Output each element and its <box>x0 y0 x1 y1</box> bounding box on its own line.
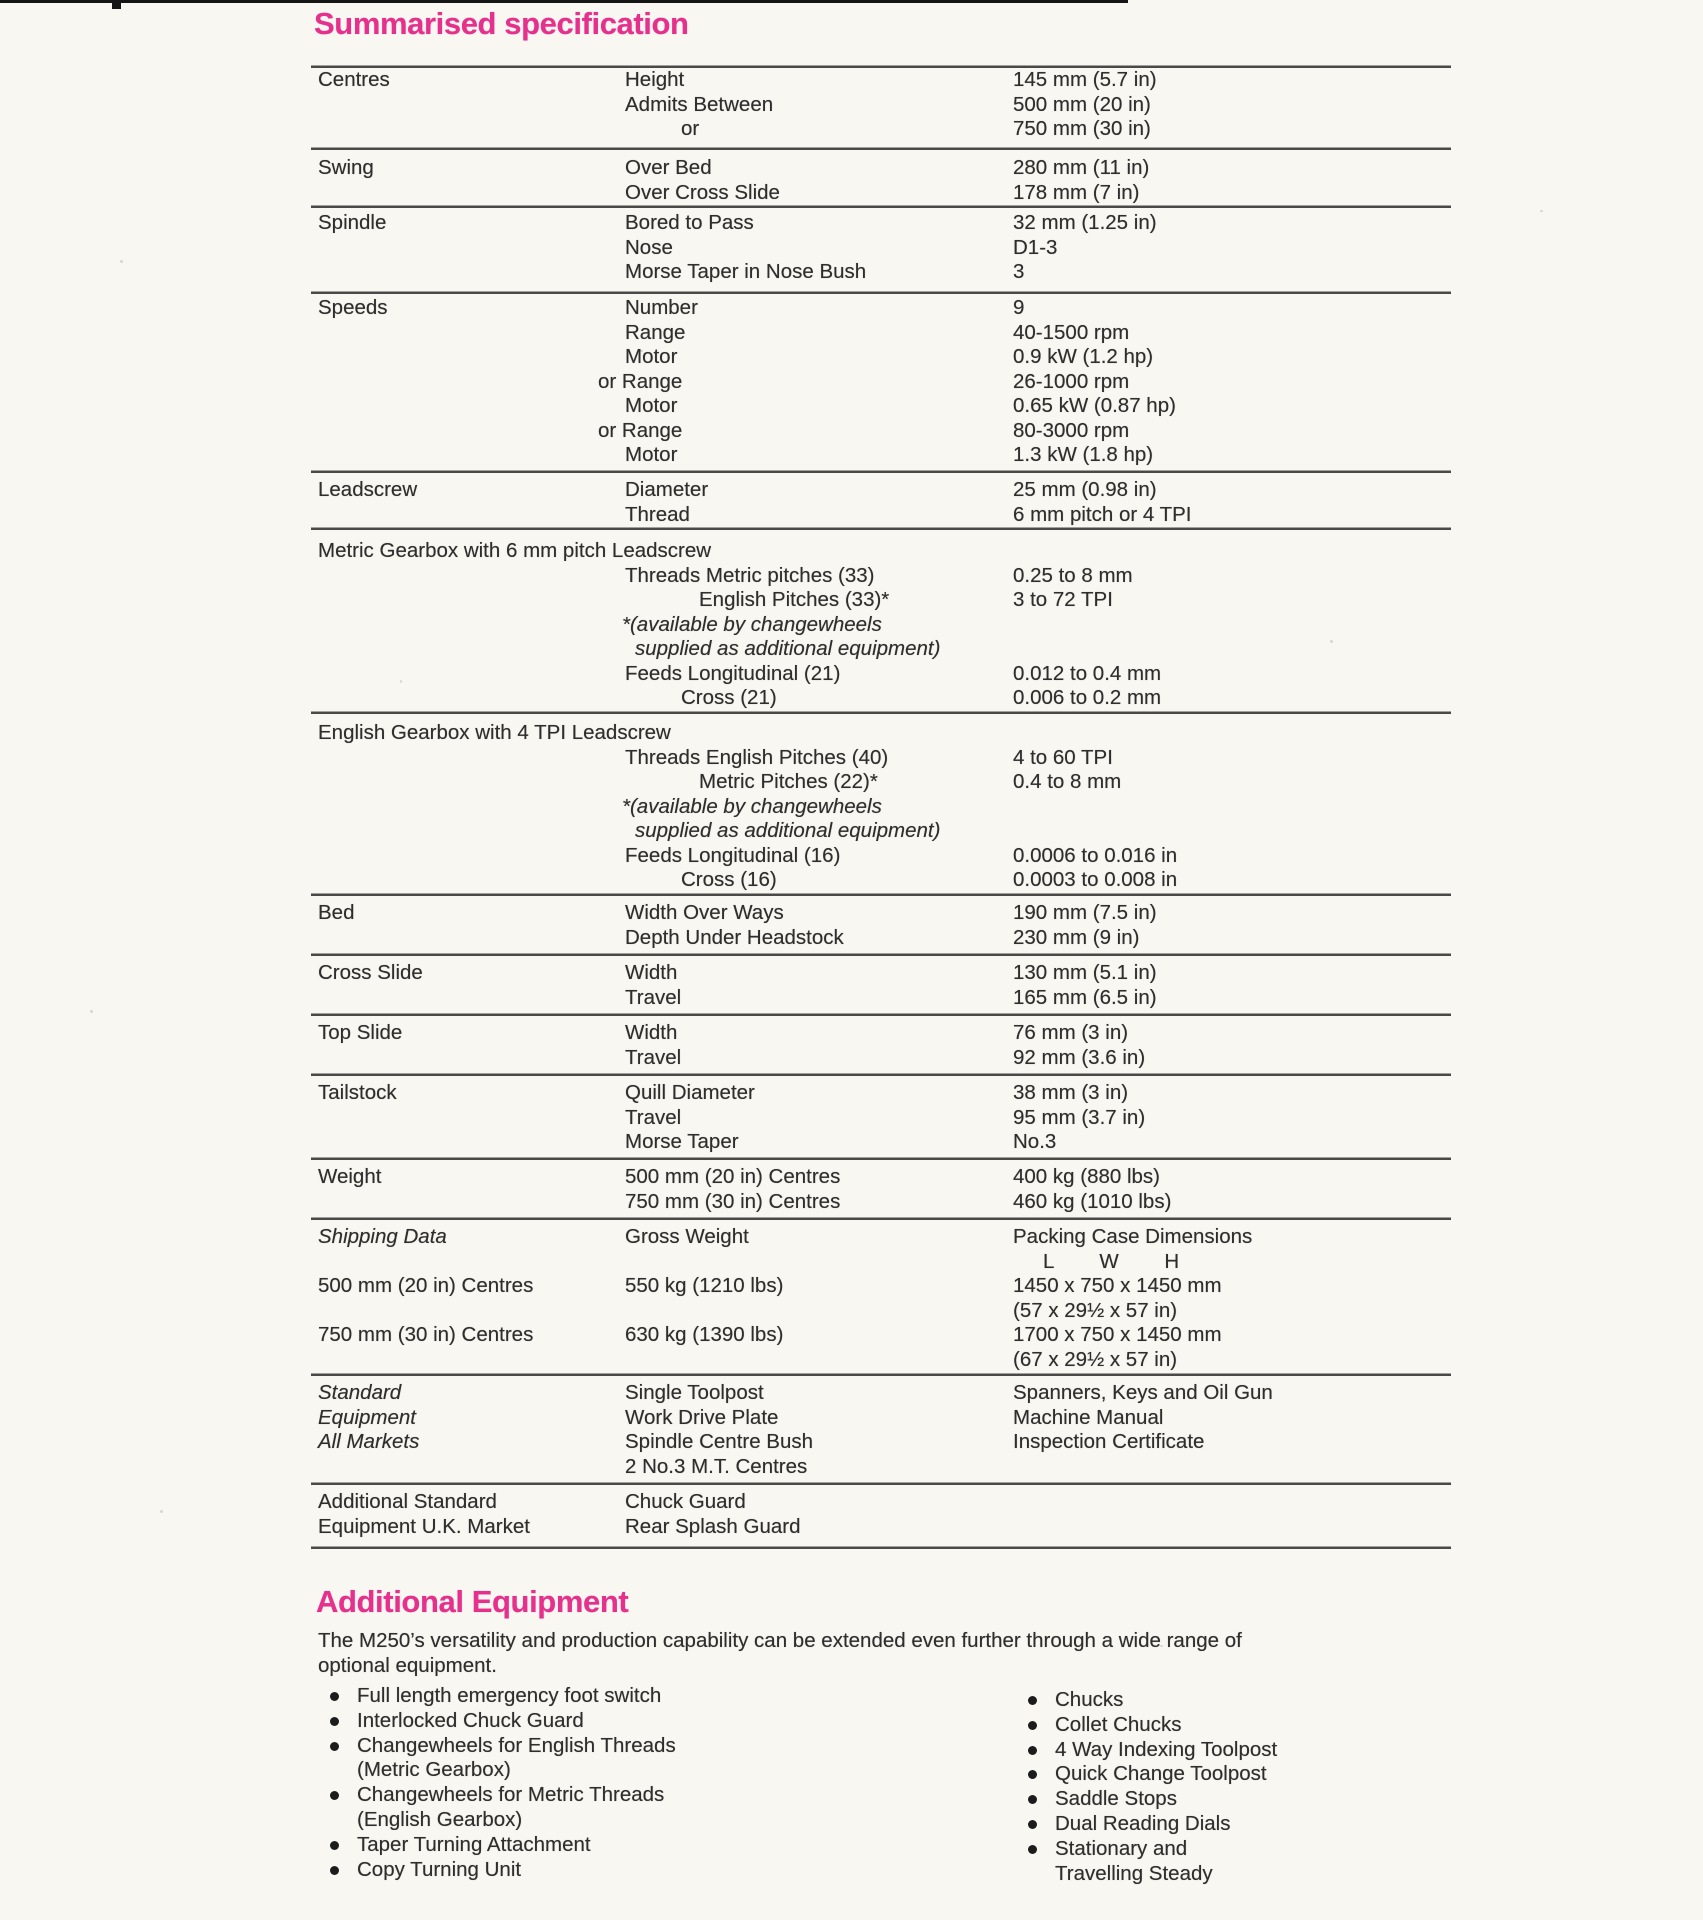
list-item-lines <box>1055 1787 1508 1812</box>
spec-col-c2 <box>625 478 1011 527</box>
spec-label-line: All Markets <box>318 1430 420 1453</box>
list-item <box>1028 1762 1508 1787</box>
spec-value-line: 400 kg (880 lbs) <box>1013 1165 1161 1188</box>
spec-item-line: Feeds Longitudinal (16) <box>625 843 841 867</box>
spec-item-line: Width <box>625 961 678 984</box>
spec-value-line: 0.0003 to 0.008 in <box>1013 868 1178 891</box>
list-item <box>330 1709 950 1734</box>
spec-value-line: 0.25 to 8 mm <box>1013 563 1133 587</box>
spec-value-line <box>1013 795 1451 820</box>
spec-col-c3 <box>1013 1081 1451 1155</box>
spec-col-c3 <box>1013 478 1451 527</box>
spec-section-label: English Gearbox with 4 TPI Leadscrew <box>318 721 671 744</box>
list-item-line: Full length emergency foot switch <box>357 1684 662 1707</box>
spec-value-line: No.3 <box>1013 1130 1057 1153</box>
spec-value-line <box>1013 613 1451 638</box>
spec-col-c3 <box>1013 156 1451 205</box>
spec-value-line: 9 <box>1013 296 1025 319</box>
spec-value-line: Inspection Certificate <box>1013 1430 1205 1453</box>
spec-col-c3 <box>1013 1021 1451 1070</box>
spec-col-c3 <box>1013 211 1451 285</box>
spec-value-line: (57 x 29½ x 57 in) <box>1013 1298 1178 1322</box>
list-item-line: Taper Turning Attachment <box>357 1832 591 1856</box>
spec-label-line: 750 mm (30 in) Centres <box>318 1323 534 1346</box>
table-rule <box>311 893 1451 896</box>
spec-col-c2 <box>622 563 1011 711</box>
spec-value-line: 0.4 to 8 mm <box>1013 770 1122 793</box>
list-item <box>330 1783 950 1833</box>
spec-item-line: Quill Diameter <box>625 1081 755 1104</box>
spec-col-label <box>318 1381 618 1455</box>
table-rule <box>311 291 1451 294</box>
list-item-line: Saddle Stops <box>1055 1787 1177 1811</box>
spec-col-c2 <box>622 745 1011 893</box>
list-item-line: Quick Change Toolpost <box>1055 1762 1267 1786</box>
intro-line: optional equipment. <box>318 1653 497 1677</box>
spec-label-line: 500 mm (20 in) Centres <box>318 1274 534 1297</box>
spec-value-line: L W H <box>1043 1249 1180 1273</box>
spec-col-label <box>318 1490 618 1539</box>
spec-value-line <box>1013 819 1451 844</box>
spec-value-line: 165 mm (6.5 in) <box>1013 985 1157 1009</box>
spec-item-line: Motor <box>625 345 678 368</box>
list-item-line: Travelling Steady <box>1055 1861 1213 1885</box>
spec-value-line: 0.9 kW (1.2 hp) <box>1013 345 1154 368</box>
spec-item-line <box>625 1299 1011 1324</box>
table-rule <box>311 1546 1451 1549</box>
list-item-line: (Metric Gearbox) <box>357 1758 511 1782</box>
spec-label-line: Weight <box>318 1165 382 1188</box>
spec-value-line: 0.006 to 0.2 mm <box>1013 686 1162 709</box>
spec-col-label <box>318 68 618 93</box>
spec-item-line: Gross Weight <box>625 1225 749 1248</box>
spec-col-label <box>318 296 618 321</box>
list-item <box>1028 1787 1508 1812</box>
additional-equipment-list-right <box>1028 1688 1508 1886</box>
list-item-lines <box>357 1858 950 1883</box>
spec-item-line: English Pitches (33)* <box>699 588 890 611</box>
spec-item-line: *(available by changewheels <box>622 794 882 818</box>
spec-item-line: 630 kg (1390 lbs) <box>625 1323 784 1346</box>
spec-value-line: 40-1500 rpm <box>1013 320 1130 344</box>
spec-label-line: Swing <box>318 156 374 179</box>
spec-item-line: Cross (21) <box>681 686 777 709</box>
additional-equipment-list-left <box>330 1684 950 1882</box>
table-rule <box>311 711 1451 714</box>
list-item-lines <box>1055 1762 1508 1787</box>
spec-col-label <box>318 211 618 236</box>
spec-label-line: Speeds <box>318 296 388 319</box>
spec-label-line <box>318 1348 618 1373</box>
bullet-icon <box>1028 1746 1037 1755</box>
bullet-icon <box>330 1692 339 1701</box>
spec-col-label <box>318 478 618 503</box>
intro-line: The M250’s versatility and production capability can be extended even further through a wide range of <box>318 1629 1242 1652</box>
spec-item-line: Metric Pitches (22)* <box>699 770 878 793</box>
spec-col-c2 <box>625 1081 1011 1155</box>
table-rule <box>311 1217 1451 1220</box>
spec-value-line: 76 mm (3 in) <box>1013 1021 1129 1044</box>
spec-value-line: 6 mm pitch or 4 TPI <box>1013 502 1192 526</box>
spec-item-line: or Range <box>598 418 683 442</box>
spec-label-line <box>318 1250 618 1275</box>
spec-col-c2 <box>625 211 1011 285</box>
spec-item-line: Morse Taper <box>625 1130 739 1153</box>
bullet-icon <box>1028 1845 1037 1854</box>
list-item-lines <box>1055 1738 1508 1763</box>
spec-item-line: *(available by changewheels <box>622 612 882 636</box>
list-item-lines <box>1055 1713 1508 1738</box>
list-item <box>1028 1837 1508 1887</box>
spec-item-line: Threads English Pitches (40) <box>625 745 889 769</box>
bullet-icon <box>1028 1721 1037 1730</box>
spec-col-c2 <box>625 68 1011 142</box>
spec-item-line: or Range <box>598 369 683 393</box>
list-item-line: Copy Turning Unit <box>357 1857 522 1881</box>
bullet-icon <box>330 1717 339 1726</box>
spec-value-line: Packing Case Dimensions <box>1013 1225 1253 1248</box>
spec-item-line: Single Toolpost <box>625 1381 764 1404</box>
spec-item-line: Range <box>625 320 686 344</box>
table-rule <box>311 147 1451 150</box>
spec-label-line: Centres <box>318 68 390 91</box>
list-item-line: (English Gearbox) <box>357 1807 523 1831</box>
spec-label-line: Shipping Data <box>318 1225 447 1248</box>
spec-col-c2 <box>625 1381 1011 1479</box>
list-item <box>330 1858 950 1883</box>
spec-value-line: 178 mm (7 in) <box>1013 180 1140 204</box>
list-item <box>1028 1688 1508 1713</box>
spec-item-line: Work Drive Plate <box>625 1405 779 1429</box>
list-item-lines <box>357 1783 950 1833</box>
bullet-icon <box>1028 1820 1037 1829</box>
list-item-line: Stationary and <box>1055 1836 1188 1860</box>
spec-value-line: 230 mm (9 in) <box>1013 925 1140 949</box>
spec-item-line: Over Cross Slide <box>625 180 780 204</box>
table-rule <box>311 953 1451 956</box>
list-item-lines <box>357 1734 950 1784</box>
spec-value-line: 80-3000 rpm <box>1013 418 1130 442</box>
bullet-icon <box>330 1841 339 1850</box>
spec-item-line: supplied as additional equipment) <box>635 637 941 660</box>
additional-equipment-intro <box>318 1629 1242 1678</box>
spec-item-line: 2 No.3 M.T. Centres <box>625 1454 808 1478</box>
bullet-icon <box>1028 1770 1037 1779</box>
spec-col-c3 <box>1013 1381 1451 1455</box>
spec-value-line: 4 to 60 TPI <box>1013 745 1113 769</box>
spec-value-line: 92 mm (3.6 in) <box>1013 1045 1146 1069</box>
list-item-lines <box>357 1709 950 1734</box>
list-item-lines <box>357 1833 950 1858</box>
spec-item-line: Travel <box>625 1105 682 1129</box>
spec-item-line: Threads Metric pitches (33) <box>625 563 875 587</box>
bullet-icon <box>1028 1795 1037 1804</box>
spec-col-label <box>318 156 618 181</box>
spec-col-c2 <box>598 296 1011 468</box>
list-item-line: Dual Reading Dials <box>1055 1811 1231 1835</box>
spec-item-line: 750 mm (30 in) Centres <box>625 1189 841 1213</box>
spec-item-line: Cross (16) <box>681 868 777 891</box>
spec-label-line: Equipment <box>318 1405 417 1429</box>
list-item <box>330 1684 950 1709</box>
spec-item-line: Diameter <box>625 478 709 501</box>
spec-item-line: Motor <box>625 394 678 417</box>
spec-col-label <box>318 1081 618 1106</box>
spec-col-label <box>318 1225 618 1372</box>
spec-col-c3 <box>1013 564 1451 711</box>
spec-value-line: 25 mm (0.98 in) <box>1013 478 1157 501</box>
spec-label-line: Bed <box>318 901 355 924</box>
spec-value-line: 32 mm (1.25 in) <box>1013 211 1157 234</box>
spec-col-label <box>318 1165 618 1190</box>
spec-col-c2 <box>625 1021 1011 1070</box>
spec-label-line: Equipment U.K. Market <box>318 1514 530 1538</box>
spec-item-line <box>625 1250 1011 1275</box>
spec-item-line: Width Over Ways <box>625 901 784 924</box>
spec-item-line: Bored to Pass <box>625 211 754 234</box>
list-item <box>330 1734 950 1784</box>
list-item-lines <box>1055 1837 1508 1887</box>
spec-item-line: Thread <box>625 502 690 526</box>
spec-label-line: Standard <box>318 1381 402 1404</box>
spec-value-line: 750 mm (30 in) <box>1013 117 1151 140</box>
spec-item-line: 500 mm (20 in) Centres <box>625 1165 841 1188</box>
spec-item-line: Morse Taper in Nose Bush <box>625 260 867 283</box>
spec-label-line: Spindle <box>318 211 387 234</box>
spec-item-line: Motor <box>625 443 678 466</box>
spec-item-line: supplied as additional equipment) <box>635 819 941 842</box>
bullet-icon <box>330 1742 339 1751</box>
spec-value-line: 280 mm (11 in) <box>1013 156 1150 179</box>
spec-col-c2 <box>625 156 1011 205</box>
spec-item-line: Nose <box>625 235 673 259</box>
bullet-icon <box>330 1866 339 1875</box>
spec-value-line: 95 mm (3.7 in) <box>1013 1105 1146 1129</box>
spec-value-line: 1.3 kW (1.8 hp) <box>1013 443 1154 466</box>
spec-item-line: Travel <box>625 1045 682 1069</box>
spec-col-c3 <box>1013 746 1451 893</box>
spec-label-line: Leadscrew <box>318 478 418 501</box>
list-item-line: Chucks <box>1055 1688 1124 1711</box>
spec-col-c2 <box>625 901 1011 950</box>
spec-value-line: 0.012 to 0.4 mm <box>1013 661 1162 685</box>
spec-value-line: Spanners, Keys and Oil Gun <box>1013 1381 1273 1404</box>
spec-value-line: 145 mm (5.7 in) <box>1013 68 1157 91</box>
table-rule <box>311 205 1451 208</box>
table-rule <box>311 1482 1451 1485</box>
table-rule <box>311 470 1451 473</box>
spec-col-c3 <box>1013 68 1451 142</box>
list-item <box>1028 1738 1508 1763</box>
spec-item-line: Spindle Centre Bush <box>625 1430 814 1453</box>
spec-value-line: 1450 x 750 x 1450 mm <box>1013 1274 1222 1297</box>
table-rule <box>311 1157 1451 1160</box>
spec-col-label <box>318 961 618 986</box>
table-rule <box>311 1373 1451 1376</box>
spec-col-c2 <box>625 1225 1011 1372</box>
list-item-line: 4 Way Indexing Toolpost <box>1055 1737 1278 1761</box>
spec-value-line: 0.0006 to 0.016 in <box>1013 843 1178 867</box>
table-rule <box>311 1073 1451 1076</box>
table-rule <box>311 1013 1451 1016</box>
spec-item-line: Feeds Longitudinal (21) <box>625 661 841 685</box>
spec-section-label: Metric Gearbox with 6 mm pitch Leadscrew <box>318 539 712 562</box>
spec-value-line: 130 mm (5.1 in) <box>1013 961 1157 984</box>
spec-item-line: Height <box>625 68 685 91</box>
spec-item-line: Width <box>625 1021 678 1044</box>
spec-col-label <box>318 1021 618 1046</box>
spec-item-line <box>625 1348 1011 1373</box>
spec-col-c3 <box>1013 1165 1451 1214</box>
table-rule <box>311 527 1451 530</box>
spec-col-c2 <box>625 961 1011 1010</box>
spec-col-label <box>318 901 618 926</box>
spec-value-line: 26-1000 rpm <box>1013 369 1130 393</box>
spec-col-c2 <box>625 1165 1011 1214</box>
spec-value-line: 3 to 72 TPI <box>1013 588 1113 611</box>
list-item-lines <box>357 1684 950 1709</box>
list-item-line: Changewheels for English Threads <box>357 1733 676 1757</box>
list-item <box>330 1833 950 1858</box>
spec-value-line: 190 mm (7.5 in) <box>1013 901 1157 924</box>
spec-item-line: Travel <box>625 985 682 1009</box>
spec-col-c2 <box>625 1490 1011 1539</box>
page-title: Summarised specification <box>314 6 689 41</box>
spec-value-line: Machine Manual <box>1013 1405 1164 1429</box>
spec-value-line: 500 mm (20 in) <box>1013 92 1151 116</box>
bullet-icon <box>1028 1696 1037 1705</box>
spec-value-line: 38 mm (3 in) <box>1013 1081 1129 1104</box>
spec-col-c3 <box>1013 901 1451 950</box>
spec-item-line: Over Bed <box>625 156 712 179</box>
spec-item-line: Rear Splash Guard <box>625 1514 801 1538</box>
spec-label-line: Top Slide <box>318 1021 403 1044</box>
spec-item-line: Chuck Guard <box>625 1490 746 1513</box>
list-item-line: Collet Chucks <box>1055 1712 1182 1736</box>
spec-col-c3 <box>1013 296 1451 468</box>
spec-label-line <box>318 1299 618 1324</box>
spec-value-line: 460 kg (1010 lbs) <box>1013 1189 1172 1213</box>
list-item-lines <box>1055 1812 1508 1837</box>
spec-item-line: Admits Between <box>625 92 774 116</box>
list-item-lines <box>1055 1688 1508 1713</box>
spec-item-line: Depth Under Headstock <box>625 925 844 949</box>
spec-item-line: Number <box>625 296 698 319</box>
list-item <box>1028 1713 1508 1738</box>
spec-label-line: Tailstock <box>318 1081 397 1104</box>
list-item-line: Interlocked Chuck Guard <box>357 1708 584 1732</box>
list-item <box>1028 1812 1508 1837</box>
spec-value-line: 3 <box>1013 260 1025 283</box>
additional-equipment-title: Additional Equipment <box>316 1584 629 1619</box>
spec-col-c3 <box>1013 1225 1451 1372</box>
spec-item-line: 550 kg (1210 lbs) <box>625 1274 784 1297</box>
spec-value-line: D1-3 <box>1013 235 1058 259</box>
bullet-icon <box>330 1791 339 1800</box>
spec-value-line: 1700 x 750 x 1450 mm <box>1013 1323 1222 1346</box>
spec-value-line: 0.65 kW (0.87 hp) <box>1013 394 1176 417</box>
list-item-line: Changewheels for Metric Threads <box>357 1783 665 1807</box>
spec-label-line: Cross Slide <box>318 961 423 984</box>
spec-value-line: (67 x 29½ x 57 in) <box>1013 1347 1178 1371</box>
spec-label-line: Additional Standard <box>318 1490 497 1513</box>
spec-value-line <box>1013 637 1451 662</box>
spec-col-c3 <box>1013 961 1451 1010</box>
spec-item-line: or <box>681 117 700 140</box>
